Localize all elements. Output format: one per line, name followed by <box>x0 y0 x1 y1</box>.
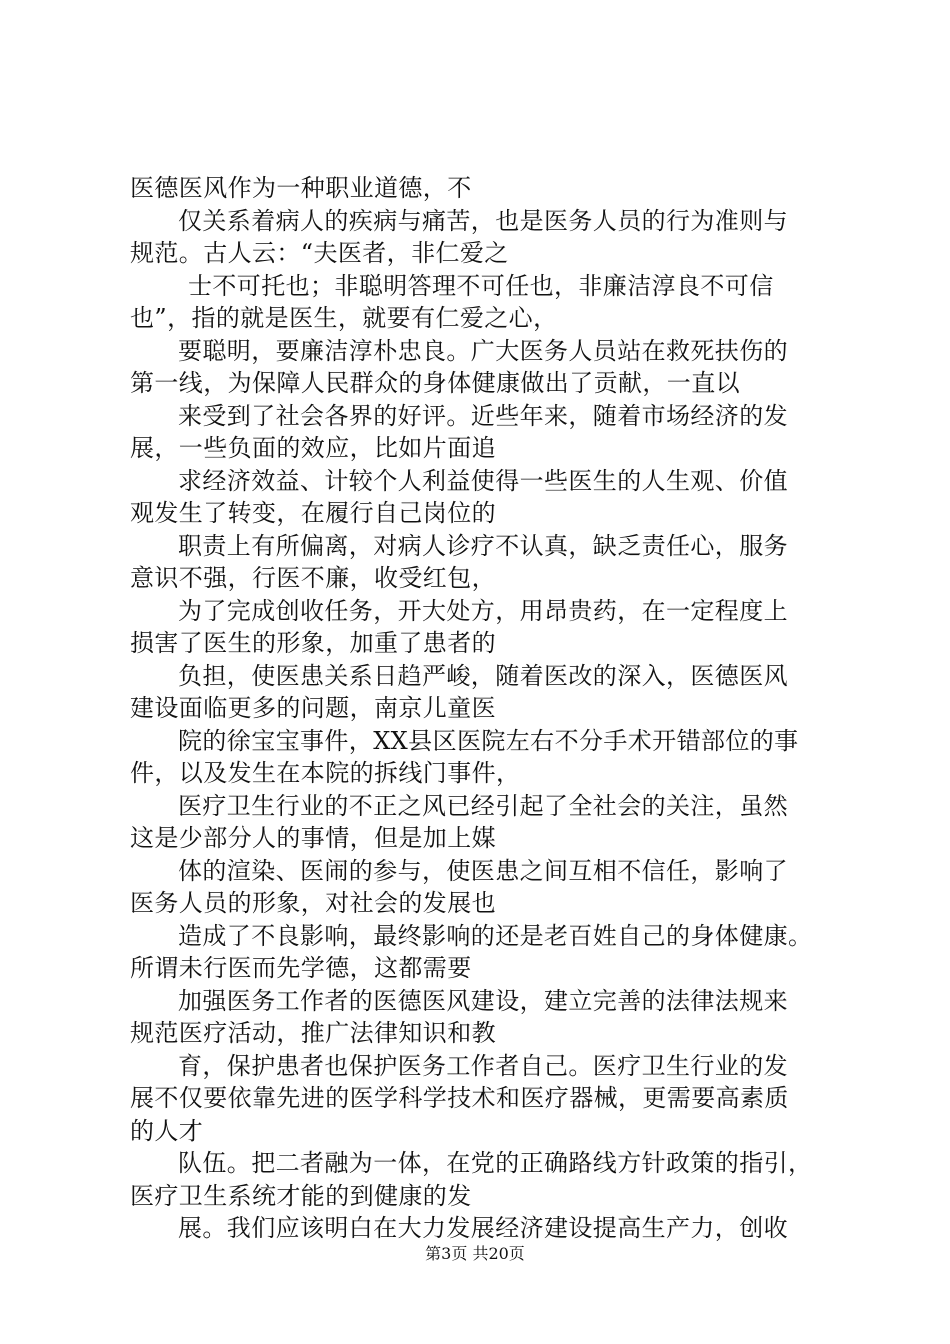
page-footer: 第3页 共20页 <box>425 1244 525 1263</box>
text-line: 院的徐宝宝事件，XX县区医院左右不分手术开错部位的事 <box>178 726 799 755</box>
text-line: 损害了医生的形象，加重了患者的 <box>130 629 496 657</box>
text-line: 仅关系着病人的疾病与痛苦，也是医务人员的行为准则与 <box>178 206 788 235</box>
text-line: 展，一些负面的效应，比如片面追 <box>130 434 496 462</box>
body-text <box>130 172 830 1245</box>
text-line: 医疗卫生行业的不正之风已经引起了全社会的关注，虽然 <box>178 791 788 820</box>
text-line: 规范医疗活动，推广法律知识和教 <box>130 1019 496 1047</box>
text-line: 加强医务工作者的医德医风建设，建立完善的法律法规来 <box>178 986 788 1015</box>
text-line: 建设面临更多的问题，南京儿童医 <box>130 694 496 722</box>
text-line: 观发生了转变，在履行自己岗位的 <box>130 499 496 527</box>
text-line: 医务人员的形象，对社会的发展也 <box>130 889 496 917</box>
text-line: 第一线，为保障人民群众的身体健康做出了贡献，一直以 <box>130 369 740 397</box>
text-line: 展。我们应该明白在大力发展经济建设提高生产力，创收 <box>178 1214 788 1242</box>
text-line: 育，保护患者也保护医务工作者自己。医疗卫生行业的发 <box>178 1051 788 1080</box>
text-line: 造成了不良影响，最终影响的还是老百姓自己的身体健康。 <box>178 921 813 950</box>
text-line: 件，以及发生在本院的拆线门事件， <box>130 759 521 787</box>
text-line: 也”，指的就是医生，就要有仁爱之心， <box>130 304 558 332</box>
text-line: 医疗卫生系统才能的到健康的发 <box>130 1181 472 1210</box>
text-line: 这是少部分人的事情，但是加上媒 <box>130 824 496 852</box>
text-line: 队伍。把二者融为一体，在党的正确路线方针政策的指引， <box>178 1149 813 1177</box>
text-line: 为了完成创收任务，开大处方，用昂贵药，在一定程度上 <box>178 596 788 625</box>
text-line: 求经济效益、计较个人利益使得一些医生的人生观、价值 <box>178 466 788 495</box>
text-line: 来受到了社会各界的好评。近些年来，随着市场经济的发 <box>178 401 788 430</box>
text-line: 负担，使医患关系日趋严峻，随着医改的深入，医德医风 <box>178 661 788 690</box>
text-line: 士不可托也；非聪明答理不可任也，非廉洁淳良不可信 <box>188 271 774 300</box>
text-line: 意识不强，行医不廉，收受红包， <box>130 564 496 592</box>
text-line: 医德医风作为一种职业道德，不 <box>130 174 472 202</box>
text-line: 的人才 <box>130 1116 204 1145</box>
text-line: 所谓未行医而先学德，这都需要 <box>130 954 472 982</box>
text-line: 职责上有所偏离，对病人诊疗不认真，缺乏责任心，服务 <box>178 531 788 560</box>
text-line: 体的渲染、医闹的参与，使医患之间互相不信任，影响了 <box>178 856 788 885</box>
text-line: 规范。古人云：“夫医者，非仁爱之 <box>130 239 509 267</box>
text-line: 展不仅要依靠先进的医学科学技术和医疗器械，更需要高素质 <box>130 1084 789 1112</box>
text-line: 要聪明，要廉洁淳朴忠良。广大医务人员站在救死扶伤的 <box>178 336 788 365</box>
